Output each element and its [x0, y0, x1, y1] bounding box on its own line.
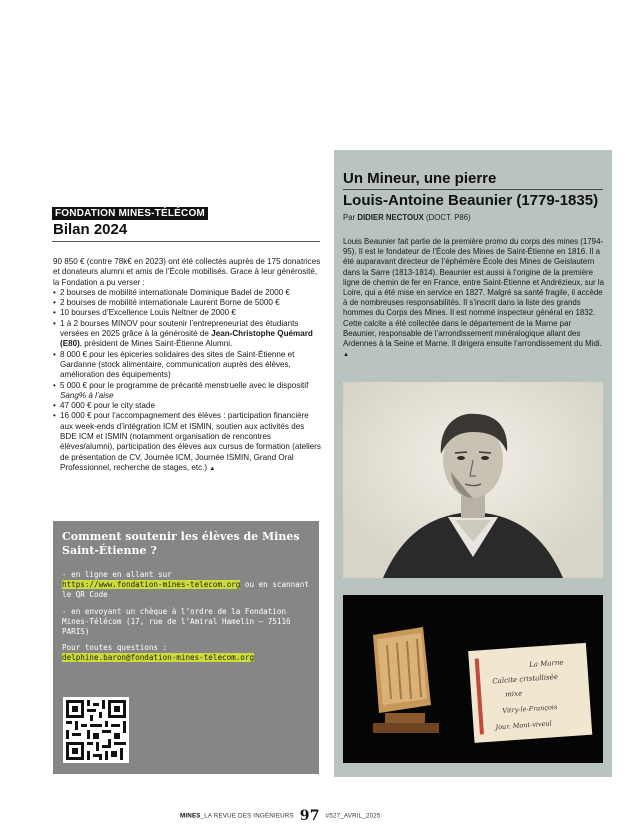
author-name: DIDIER NECTOUX — [357, 213, 424, 222]
list-item: • 2 bourses de mobilité internationale Dominique Badel de 2000 € — [53, 288, 321, 298]
portrait-image — [343, 382, 603, 578]
support-title: Comment soutenir les élèves de Mines Saint-Étienne ? — [62, 530, 300, 557]
article-paragraph: Louis Beaunier fait partie de la première promo du corps des mines (1794-95). Il est le fondateur de l’École des Mines de Saint-Étienne en 1816. Il a été auparavant directeur de l’éphémère École des Mines de Geislautern dans la Sarre (1813-1814). Beaunier est aussi à l’origine de la première ligne de chemin de fer en France, entre Saint-Étienne et Andrézieux, sur la Loire, qui a été mise en service en 1827. Malgré sa santé fragile, il accède à de nombreuses responsabilités. Il s’inscrit dans la liste des grands hommes du Corps des Mines. Il est nommé inspecteur général en 1832. — [343, 237, 604, 318]
kicker-divider — [343, 189, 603, 190]
donation-list — [53, 288, 321, 474]
intro-paragraph: 90 850 € (contre 78k€ en 2023) ont été collectés auprès de 175 donatrices et donateurs alumni et amis de l’École mobilisés. Grace à leur générosité, la Fondation a pu verser : — [53, 257, 321, 287]
foundation-body — [53, 257, 321, 474]
article-title: Louis-Antoine Beaunier (1779-1835) — [343, 192, 599, 209]
end-mark: ▲ — [343, 352, 349, 359]
footer-issue: #527_AVRIL_2025 — [325, 812, 381, 820]
article-kicker: Un Mineur, une pierre — [343, 170, 497, 187]
list-item: • 2 bourses de mobilité internationale Laurent Borne de 5000 € — [53, 298, 321, 308]
list-item: • 47 000 € pour le city stade — [53, 401, 321, 411]
section-tag: FONDATION MINES-TÉLÉCOM — [52, 207, 208, 220]
byline: Par DIDIER NECTOUX (DOCT. P86) — [343, 213, 471, 222]
label-line: La Marne — [528, 658, 564, 669]
label-line: Jour. Mont-viveul — [495, 719, 553, 732]
list-item: • 16 000 € pour l’accompagnement des élèves : participation financière aux week-ends d’intégration ICM et ISMIN, soutien aux activités des BDE ICM et ISMIN (notamment organisation de rencontres élèves/alumni), participation des élèves aux cursus de formation (ateliers de présentation de CV, Journée ICM, Journée ISMIN, Grand Oral Professionnel, recherche de stages, etc.) ▲ — [53, 411, 321, 474]
label-line: Vitry-le-François — [502, 703, 558, 715]
support-body — [62, 570, 314, 670]
end-mark: ▲ — [209, 465, 216, 472]
contact: Pour toutes questions : delphine.baron@fondation-mines-telecom.org — [62, 643, 255, 663]
qr-code[interactable] — [63, 697, 129, 763]
email-link[interactable]: delphine.baron@fondation-mines-telecom.org — [62, 653, 255, 663]
list-item: • 5 000 € pour le programme de précarité menstruelle avec le dispositif Sang% à l’aise — [53, 381, 321, 402]
page-number: 97 — [299, 808, 320, 824]
list-item: • 1 à 2 bourses MINOV pour soutenir l’entrepreneuriat des étudiants versées en 2025 grâce à la générosité de Jean-Christophe Quémard (E80), président de Mines Saint-Étienne Alumni. — [53, 319, 321, 350]
foundation-link[interactable]: https://www.fondation-mines-telecom.org — [62, 580, 241, 590]
label-line: mixe — [504, 689, 523, 699]
article-paragraph: Cette calcite a été collectée dans le département de la Marne par Beaunier, responsable de l’arrondissement minéralogique allant des Ardennes à la Seine et Marne. Il dirigera ensuite l’arrondissement du Midi. ▲ — [343, 318, 602, 359]
list-item: • 10 bourses d’Excellence Louis Neltner de 2000 € — [53, 308, 321, 318]
footer-brand: MINES — [180, 812, 201, 820]
footer-magazine: _LA REVUE DES INGÉNIEURS — [200, 812, 294, 820]
mineral-photo — [343, 595, 603, 763]
list-item: • 8 000 € pour les épiceries solidaires des sites de Saint-Étienne et Gardanne (stock alimentaire, communication auprès des élèves, amélioration des équipements) — [53, 350, 321, 381]
article-body — [343, 237, 605, 360]
online-instruction: - en ligne en allant sur https://www.fondation-mines-telecom.org ou en scannant le QR Code — [62, 570, 309, 600]
cheque-instruction: - en envoyant un chèque à l’ordre de la Fondation Mines-Télécom (17, rue de l’Amiral Hamelin – 75116 PARIS) — [62, 606, 291, 637]
page-footer — [180, 808, 381, 824]
section-title: Bilan 2024 — [53, 221, 128, 238]
label-line: Calcite cristallisée — [492, 672, 559, 686]
title-divider — [52, 241, 320, 242]
